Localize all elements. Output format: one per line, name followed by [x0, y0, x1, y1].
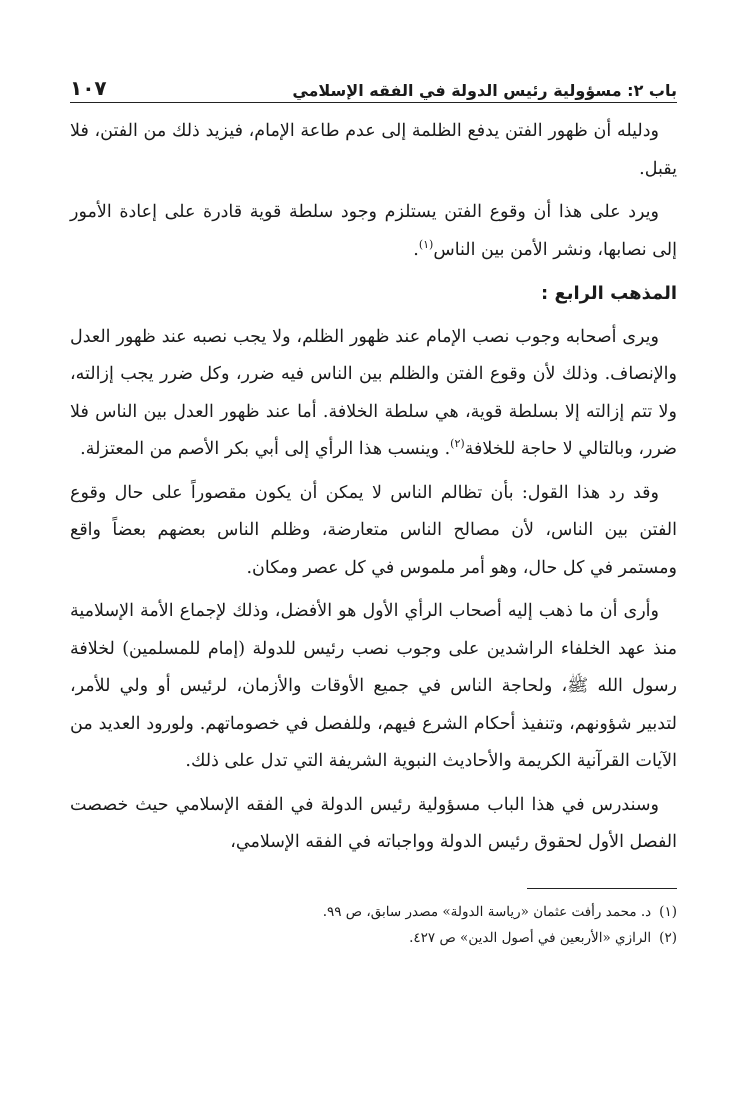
footnote-number: (١): [659, 903, 677, 920]
footnote: [70, 899, 677, 925]
section-heading: المذهب الرابع :: [540, 283, 677, 304]
paragraph: وقد رد هذا القول: بأن تظالم الناس لا يمكن أن يكون مقصوراً على حال وقوع الفتن بين الناس، لأن مصالح الناس متعارضة، وظلم الناس بعضهم بعضاً واقع ومستمر في كل حال، وهو أمر ملموس في كل عصر ومكان.: [70, 482, 677, 578]
paragraph: ودليله أن ظهور الفتن يدفع الظلمة إلى عدم طاعة الإمام، فيزيد ذلك من الفتن، فلا يقبل.: [70, 121, 677, 179]
running-header: [70, 70, 677, 103]
footnote-ref[interactable]: (٢): [450, 437, 465, 451]
footnote-text: الرازي «الأربعين في أصول الدين» ص ٤٢٧.: [409, 929, 652, 946]
paragraph: وأرى أن ما ذهب إليه أصحاب الرأي الأول هو الأفضل، وذلك لإجماع الأمة الإسلامية منذ عهد الخلفاء الراشدين على وجوب نصب رئيس للدولة (إمام للمسلمين) لخلافة رسول الله ﷺ، ولحاجة الناس في جميع الأوقات والأزمان، لرئيس أو ولي للأمر، لتدبير شؤونهم، وتنفيذ أحكام الشرع فيهم، وللفصل في خصوماتهم. ولورود العديد من الآيات القرآنية الكريمة والأحاديث النبوية الشريفة التي تدل على ذلك.: [70, 601, 677, 771]
paragraph: وسندرس في هذا الباب مسؤولية رئيس الدولة في الفقه الإسلامي حيث خصصت الفصل الأول لحقوق رئيس الدولة وواجباته في الفقه الإسلامي،: [70, 794, 677, 852]
page-number: ١٠٧: [70, 76, 107, 100]
footnote-divider: [527, 888, 677, 889]
paragraph: ويرى أصحابه وجوب نصب الإمام عند ظهور الظلم، ولا يجب نصبه عند ظهور العدل والإنصاف. وذلك لأن وقوع الفتن والظلم بين الناس فيه ضرر، وكل ضرر يجب إزالته، ولا تتم إزالته إلا بسلطة قوية، هي سلطة الخلافة. أما عند ظهور العدل بين الناس فلا ضرر، وبالتالي لا حاجة للخلافة$^{(٢)}$. وينسب هذا الرأي إلى أبي بكر الأصم من المعتزلة.: [70, 326, 677, 459]
footnotes: [70, 899, 677, 951]
footnote-text: د. محمد رأفت عثمان «رياسة الدولة» مصدر سابق، ص ٩٩.: [322, 903, 652, 920]
footnote-ref[interactable]: (١): [418, 237, 434, 251]
book-page: [70, 70, 677, 951]
paragraph: ويرد على هذا أن وقوع الفتن يستلزم وجود سلطة قوية قادرة على إعادة الأمور إلى نصابها، ونشر الأمن بين الناس$^{(١)}$.: [70, 202, 677, 260]
chapter-title: باب ٢: مسؤولية رئيس الدولة في الفقه الإسلامي: [292, 81, 677, 100]
footnote-number: (٢): [659, 929, 677, 946]
footnote: [70, 925, 677, 951]
main-text: [70, 113, 677, 862]
